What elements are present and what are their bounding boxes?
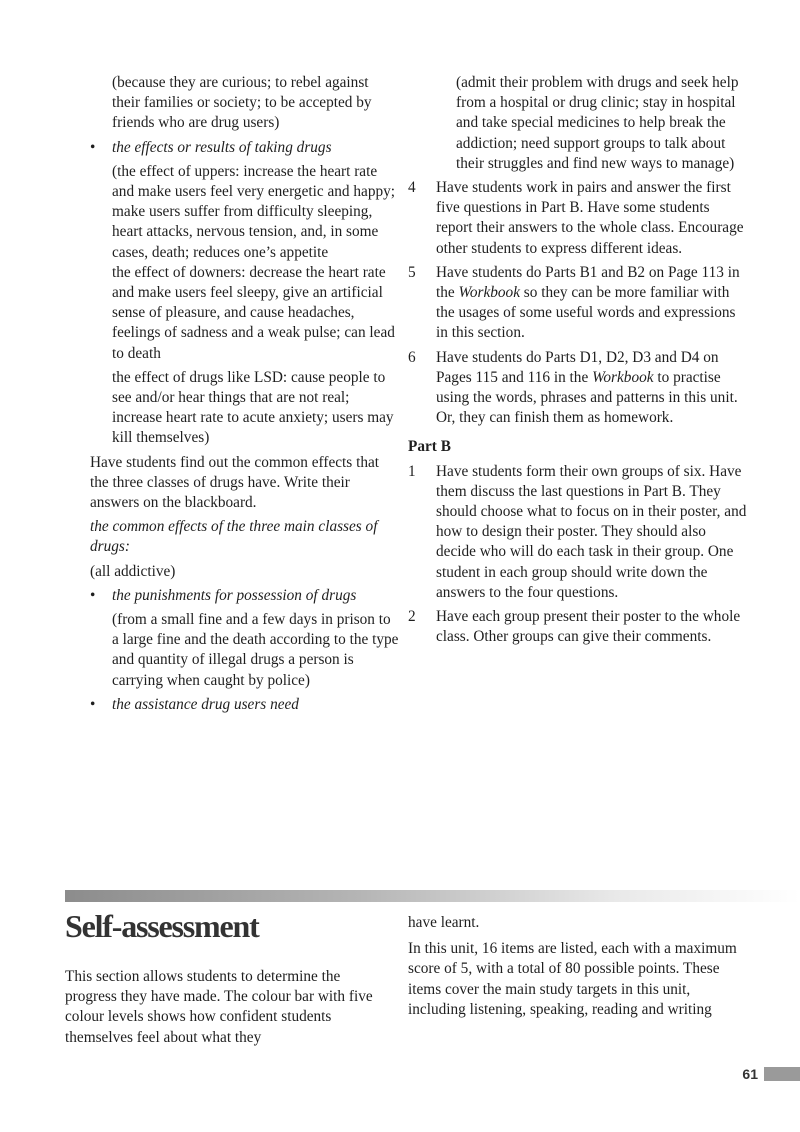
bullet-item-assistance [90, 695, 400, 715]
item-text-em: Workbook [592, 368, 654, 386]
bullet-icon: • [90, 695, 96, 713]
reasons-text: (because they are curious; to rebel against their families or society; to be accepted by friends who are drug users) [112, 74, 372, 132]
numbered-item-4 [408, 178, 748, 259]
item-text: Have students form their own groups of six. Have them discuss the last questions in Part B. They should choose what to focus on in their poster, and how to design their poster. They should also decide who will do each task in their group. One student in each group should write down the answers to the four questions. [436, 462, 747, 601]
page-number-text: 61 [742, 1066, 758, 1082]
part-b-item-2 [408, 607, 748, 647]
item-text-pre: Have students do Parts D1, D2, D3 and D4 on Pages 115 and 116 in the [436, 348, 719, 386]
item-number: 2 [408, 608, 416, 626]
self-assessment-right-paragraph: In this unit, 16 items are listed, each with a maximum score of 5, with a total of 80 possible points. These items cover the main study targets in this unit, including listening, speaking, reading and writing [408, 940, 737, 1018]
page-number [742, 1066, 800, 1082]
item-text-post: to practise using the words, phrases and patterns in this unit. Or, they can finish them as homework. [436, 368, 738, 427]
item-number: 5 [408, 263, 416, 281]
item-text: Have students work in pairs and answer the first five questions in Part B. Have some students report their answers to the whole class. Encourage other students to express different ideas. [436, 179, 744, 257]
self-assessment-right-column [408, 913, 748, 1020]
bullet-icon: • [90, 586, 96, 604]
self-assessment-continuation: have learnt. [408, 914, 480, 931]
item-text: Have each group present their poster to the whole class. Other groups can give their comments. [436, 608, 741, 646]
item-number: 4 [408, 179, 416, 197]
item-text-pre: Have students do Parts B1 and B2 on Page 113 in the [436, 263, 740, 302]
left-column [90, 73, 400, 715]
numbered-item-6 [408, 348, 748, 429]
effects-downers-text: the effect of downers: decrease the heart rate and make users feel sleepy, give an artificial sense of pleasure, and cause headaches, feelings of sadness and a weak pulse; can lead to death [112, 263, 395, 362]
bullet-item-punishments [90, 586, 400, 606]
bullet-icon: • [90, 138, 96, 156]
item-text-post: so they can be more familiar with the usages of some useful words and expressions in this section. [436, 284, 736, 342]
punishments-detail-text: (from a small fine and a few days in prison to a large fine and the death according to the type and quantity of illegal drugs a person is carrying when caught by police) [112, 611, 399, 689]
item-number: 6 [408, 348, 416, 366]
effects-uppers-text: (the effect of uppers: increase the heart rate and make users feel very energetic and happy; make users suffer from difficulty sleeping, heart attacks, nervous tension, and, in some cases, death; reduces one’s appetite [112, 162, 396, 261]
effects-lsd-text: the effect of drugs like LSD: cause people to see and/or hear things that are not real; increase heart rate to acute anxiety; users may kill themselves) [112, 368, 394, 447]
instruction-text: Have students find out the common effects that the three classes of drugs have. Write their answers on the blackboard. [90, 453, 380, 512]
section-title: Self-assessment [65, 908, 259, 944]
all-addictive-text: (all addictive) [90, 562, 176, 580]
section-divider-bar [65, 890, 800, 902]
item-text-em: Workbook [458, 284, 520, 302]
bullet-label: the assistance drug users need [112, 695, 299, 713]
right-column [408, 73, 748, 647]
bullet-label: the effects or results of taking drugs [112, 138, 332, 156]
assistance-detail-text: (admit their problem with drugs and seek help from a hospital or drug clinic; stay in hospital and take special medicines to help break the addiction; need support groups to talk about their struggles and find new ways to manage) [456, 74, 739, 172]
part-b-item-1 [408, 462, 748, 603]
numbered-item-5 [408, 263, 748, 344]
self-assessment-left-paragraph: This section allows students to determine the progress they have made. The colour bar with five colour levels shows how confident students themselves feel about what they [65, 968, 373, 1046]
common-effects-label: the common effects of the three main classes of drugs: [90, 518, 378, 556]
page-tab-marker [764, 1067, 800, 1081]
part-b-heading: Part B [408, 438, 451, 456]
item-number: 1 [408, 462, 416, 480]
bullet-item-effects [90, 138, 400, 158]
bullet-label: the punishments for possession of drugs [112, 586, 357, 604]
